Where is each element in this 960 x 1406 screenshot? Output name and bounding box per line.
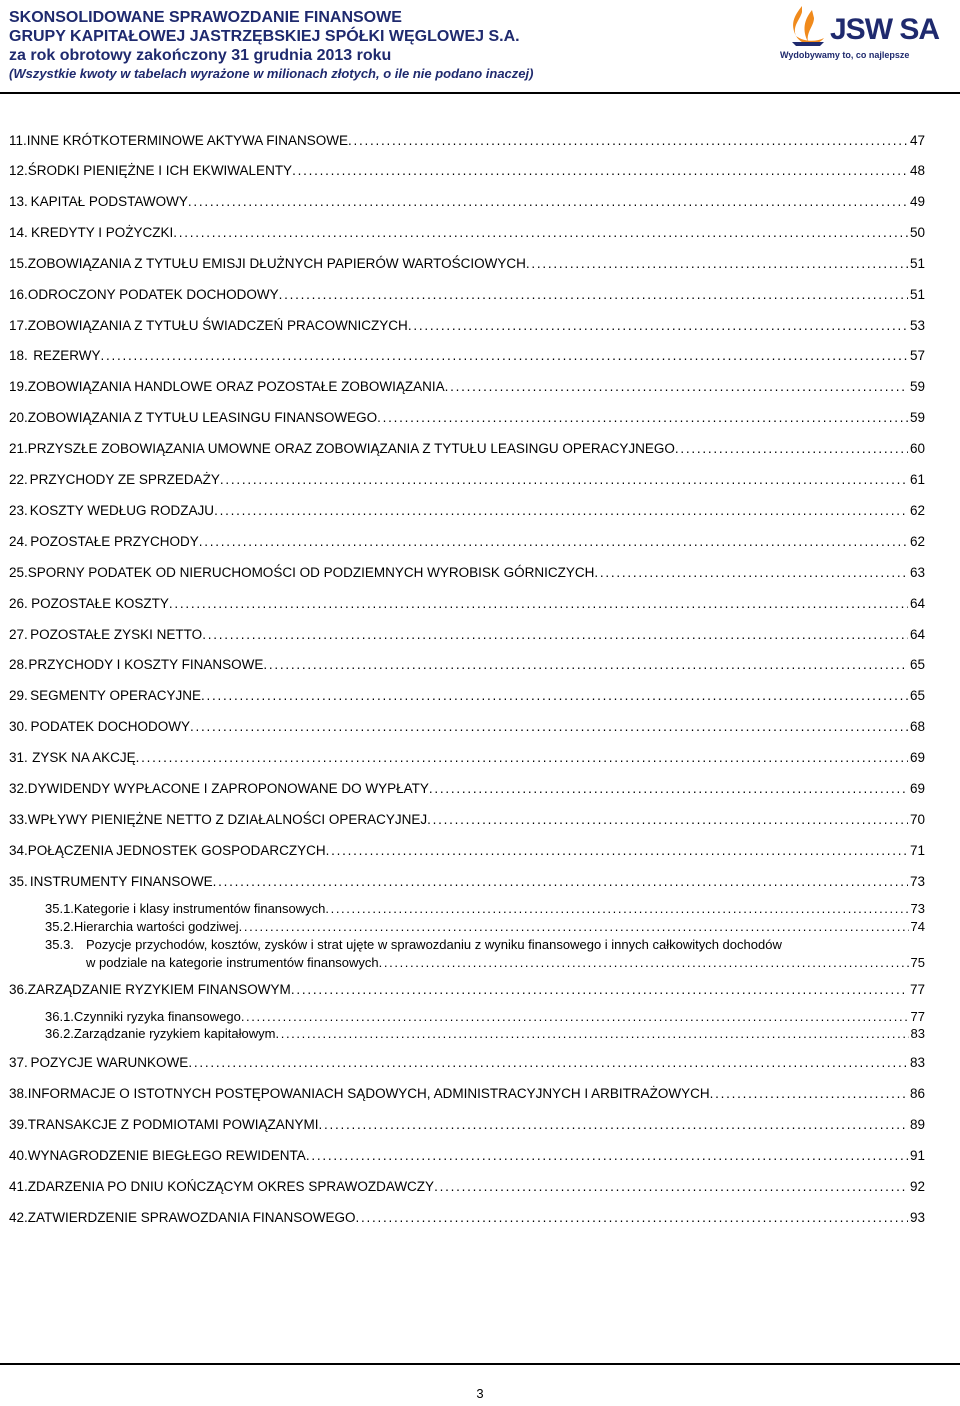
header-note: (Wszystkie kwoty w tabelach wyrażone w milionach złotych, o ile nie podano inaczej)	[9, 66, 534, 81]
toc-entry-page: 73	[910, 901, 925, 916]
toc-entry[interactable]	[9, 534, 925, 550]
toc-entry[interactable]	[45, 919, 925, 935]
toc-entry[interactable]	[9, 163, 925, 179]
toc-entry-title: ZOBOWIĄZANIA Z TYTUŁU EMISJI DŁUŻNYCH PAPIERÓW WARTOŚCIOWYCH	[27, 256, 526, 271]
toc-leader-dots	[292, 163, 908, 179]
toc-entry[interactable]	[9, 812, 925, 828]
toc-entry[interactable]	[9, 843, 925, 859]
toc-entry-page: 60	[909, 441, 925, 456]
toc-entry[interactable]	[9, 348, 925, 364]
jsw-logo-text: JSW SA	[830, 13, 940, 46]
toc-entry-number: 36.1.	[45, 1009, 74, 1024]
toc-entry-page: 75	[910, 955, 925, 970]
toc-entry-page: 59	[909, 379, 925, 394]
toc-entry-number: 34.	[9, 843, 28, 858]
toc-entry-page: 64	[909, 596, 925, 611]
toc-entry-page: 69	[909, 781, 925, 796]
toc-entry-title: SPORNY PODATEK OD NIERUCHOMOŚCI OD PODZIEMNYCH WYROBISK GÓRNICZYCH	[27, 565, 595, 580]
toc-leader-dots	[173, 225, 908, 241]
toc-entry-page: 77	[910, 1009, 925, 1024]
toc-entry-number: 20.	[9, 410, 28, 425]
toc-entry-number: 42.	[9, 1210, 28, 1225]
toc-entry-number: 35.1.	[45, 901, 74, 916]
toc-entry[interactable]	[9, 596, 925, 612]
toc-entry[interactable]	[45, 937, 925, 953]
toc-entry-title: KREDYTY I POŻYCZKI	[31, 225, 174, 240]
toc-entry[interactable]	[9, 256, 925, 272]
toc-leader-dots	[241, 1009, 909, 1025]
toc-entry-title: KAPITAŁ PODSTAWOWY	[30, 194, 188, 209]
toc-entry-title: ZYSK NA AKCJĘ	[32, 750, 136, 765]
toc-entry-title: TRANSAKCJE Z PODMIOTAMI POWIĄZANYMI	[27, 1117, 319, 1132]
toc-leader-dots	[325, 901, 908, 917]
toc-entry[interactable]	[9, 410, 925, 426]
toc-entry-number: 26.	[9, 596, 28, 611]
document-header	[9, 8, 649, 82]
toc-entry-page: 92	[909, 1179, 925, 1194]
toc-entry-number: 33.	[9, 812, 28, 827]
toc-entry-page: 61	[909, 472, 925, 487]
toc-entry[interactable]	[9, 688, 925, 704]
toc-leader-dots	[408, 318, 908, 334]
toc-entry-title: REZERWY	[33, 348, 101, 363]
toc-entry-title: WPŁYWY PIENIĘŻNE NETTO Z DZIAŁALNOŚCI OPERACYJNEJ	[27, 812, 428, 827]
toc-entry-number: 13.	[9, 194, 28, 209]
toc-entry-page: 59	[909, 410, 925, 425]
toc-entry[interactable]	[9, 318, 925, 334]
toc-entry-number: 21.	[9, 441, 28, 456]
toc-entry-title: WYNAGRODZENIE BIEGŁEGO REWIDENTA	[27, 1148, 306, 1163]
toc-leader-dots	[356, 1210, 908, 1226]
toc-entry-title: POZOSTAŁE ZYSKI NETTO	[30, 627, 203, 642]
toc-entry-number: 37.	[9, 1055, 28, 1070]
toc-entry-page: 64	[909, 627, 925, 642]
toc-leader-dots	[279, 287, 908, 303]
toc-entry-title: Pozycje przychodów, kosztów, zysków i strat ujęte w sprawozdaniu z wyniku finansowego i innych całkowitych dochodów	[86, 937, 782, 952]
toc-entry[interactable]	[9, 1086, 925, 1102]
toc-entry-number: 24.	[9, 534, 28, 549]
toc-entry-number: 41.	[9, 1179, 28, 1194]
toc-entry-title: Zarządzanie ryzykiem kapitałowym	[73, 1026, 276, 1041]
toc-entry-page: 51	[909, 256, 925, 271]
toc-leader-dots	[710, 1086, 908, 1102]
toc-entry-title: POZOSTAŁE KOSZTY	[31, 596, 169, 611]
toc-entry-page: 53	[909, 318, 925, 333]
toc-entry-page: 93	[909, 1210, 925, 1225]
toc-entry-title: ZOBOWIĄZANIA Z TYTUŁU ŚWIADCZEŃ PRACOWNICZYCH	[27, 318, 408, 333]
toc-entry-title: POZOSTAŁE PRZYCHODY	[30, 534, 199, 549]
toc-entry[interactable]	[9, 472, 925, 488]
toc-leader-dots	[377, 410, 908, 426]
toc-leader-dots	[202, 627, 908, 643]
toc-entry-page: 51	[909, 287, 925, 302]
toc-entry-number: 14.	[9, 225, 28, 240]
toc-entry[interactable]	[9, 503, 925, 519]
toc-entry-number: 27.	[9, 627, 28, 642]
toc-entry-title-continuation: w podziale na kategorie instrumentów finansowych	[86, 955, 379, 970]
toc-entry-title: DYWIDENDY WYPŁACONE I ZAPROPONOWANE DO WYPŁATY	[27, 781, 429, 796]
toc-entry[interactable]	[9, 565, 925, 581]
toc-entry-title: ZATWIERDZENIE SPRAWOZDANIA FINANSOWEGO	[27, 1210, 356, 1225]
toc-entry-page: 62	[909, 534, 925, 549]
toc-leader-dots	[445, 379, 908, 395]
toc-leader-dots	[214, 503, 908, 519]
toc-entry[interactable]	[45, 1009, 925, 1025]
toc-entry-page: 70	[909, 812, 925, 827]
toc-entry-title: ZOBOWIĄZANIA HANDLOWE ORAZ POZOSTAŁE ZOBOWIĄZANIA	[27, 379, 445, 394]
toc-entry-number: 25.	[9, 565, 28, 580]
toc-entry[interactable]	[9, 781, 925, 797]
toc-entry-number: 30.	[9, 719, 28, 734]
toc-entry-page: 77	[909, 982, 925, 997]
toc-entry-number: 17.	[9, 318, 28, 333]
toc-entry[interactable]	[9, 379, 925, 395]
toc-entry-page: 69	[909, 750, 925, 765]
toc-entry-number: 39.	[9, 1117, 28, 1132]
toc-leader-dots	[199, 534, 908, 550]
toc-entry-page: 68	[909, 719, 925, 734]
toc-entry-number: 16.	[9, 287, 28, 302]
toc-entry[interactable]	[9, 133, 925, 149]
toc-entry-title: ZDARZENIA PO DNIU KOŃCZĄCYM OKRES SPRAWOZDAWCZY	[27, 1179, 435, 1194]
toc-entry-title: SEGMENTY OPERACYJNE	[30, 688, 201, 703]
toc-entry[interactable]	[9, 982, 925, 998]
toc-leader-dots	[213, 874, 908, 890]
toc-entry-number: 29.	[9, 688, 28, 703]
toc-leader-dots	[427, 812, 908, 828]
toc-entry-title: PODATEK DOCHODOWY	[30, 719, 191, 734]
toc-entry-title: POŁĄCZENIA JEDNOSTEK GOSPODARCZYCH	[27, 843, 326, 858]
toc-leader-dots	[348, 133, 908, 149]
toc-entry-number: 31.	[9, 750, 28, 765]
toc-leader-dots	[169, 596, 908, 612]
toc-leader-dots	[276, 1026, 909, 1042]
toc-leader-dots	[594, 565, 908, 581]
toc-entry[interactable]	[9, 441, 925, 457]
toc-entry[interactable]	[9, 225, 925, 241]
toc-entry-number: 11.	[9, 133, 27, 148]
header-divider	[0, 92, 960, 94]
toc-leader-dots	[188, 1055, 908, 1071]
toc-entry-page: 48	[909, 163, 925, 178]
toc-entry-number: 36.2.	[45, 1026, 74, 1041]
toc-entry-number: 22.	[9, 472, 28, 487]
toc-leader-dots	[291, 982, 908, 998]
toc-entry[interactable]	[9, 1117, 925, 1133]
header-title-line1: SKONSOLIDOWANE SPRAWOZDANIE FINANSOWE	[9, 9, 402, 26]
toc-leader-dots	[188, 194, 908, 210]
toc-entry-title: Hierarchia wartości godziwej	[73, 919, 239, 934]
toc-entry-page: 73	[909, 874, 925, 889]
toc-leader-dots	[434, 1179, 908, 1195]
toc-entry-page: 83	[909, 1055, 925, 1070]
toc-entry-title: INNE KRÓTKOTERMINOWE AKTYWA FINANSOWE	[26, 133, 349, 148]
toc-entry-page: 71	[909, 843, 925, 858]
toc-entry-title: ODROCZONY PODATEK DOCHODOWY	[27, 287, 279, 302]
jsw-logo-slogan: Wydobywamy to, co najlepsze	[780, 50, 910, 60]
toc-entry-number: 15.	[9, 256, 28, 271]
footer-divider	[0, 1363, 960, 1365]
toc-entry-page: 89	[909, 1117, 925, 1132]
toc-entry-number: 36.	[9, 982, 28, 997]
toc-entry-page: 65	[909, 657, 925, 672]
header-title-line3: za rok obrotowy zakończony 31 grudnia 2013 roku	[9, 47, 392, 64]
toc-entry-title: PRZYCHODY ZE SPRZEDAŻY	[29, 472, 220, 487]
toc-entry-number: 38.	[9, 1086, 28, 1101]
toc-leader-dots	[220, 472, 908, 488]
toc-entry-number: 35.	[9, 874, 28, 889]
toc-entry[interactable]	[9, 719, 925, 735]
toc-entry-title: Czynniki ryzyka finansowego	[73, 1009, 241, 1024]
toc-entry-page: 91	[909, 1148, 925, 1163]
toc-entry-title: Kategorie i klasy instrumentów finansowych	[73, 901, 326, 916]
toc-leader-dots	[190, 719, 908, 735]
toc-entry-page: 86	[909, 1086, 925, 1101]
toc-entry[interactable]	[9, 194, 925, 210]
toc-entry[interactable]	[9, 750, 925, 766]
toc-entry[interactable]	[45, 1026, 925, 1042]
toc-leader-dots	[675, 441, 908, 457]
toc-entry-number: 35.3.	[45, 937, 74, 952]
toc-entry-title: ZARZĄDZANIE RYZYKIEM FINANSOWYM	[27, 982, 291, 997]
toc-leader-dots	[379, 955, 909, 971]
toc-leader-dots	[319, 1117, 908, 1133]
toc-entry-continuation[interactable]	[86, 955, 925, 971]
toc-leader-dots	[136, 750, 908, 766]
toc-entry-title: POZYCJE WARUNKOWE	[30, 1055, 189, 1070]
toc-entry[interactable]	[9, 287, 925, 303]
toc-entry[interactable]	[9, 874, 925, 890]
page-number: 3	[476, 1386, 484, 1401]
toc-entry-number: 19.	[9, 379, 28, 394]
toc-entry-title: INSTRUMENTY FINANSOWE	[29, 874, 213, 889]
toc-entry[interactable]	[9, 627, 925, 643]
toc-entry[interactable]	[9, 1055, 925, 1071]
toc-entry-page: 62	[909, 503, 925, 518]
toc-entry-number: 40.	[9, 1148, 28, 1163]
toc-entry-title: PRZYSZŁE ZOBOWIĄZANIA UMOWNE ORAZ ZOBOWIĄZANIA Z TYTUŁU LEASINGU OPERACYJNEGO	[27, 441, 675, 456]
toc-leader-dots	[429, 781, 908, 797]
toc-entry-page: 50	[909, 225, 925, 240]
toc-entry[interactable]	[9, 1179, 925, 1195]
toc-entry-number: 18.	[9, 348, 28, 363]
toc-entry-number: 35.2.	[45, 919, 74, 934]
toc-entry-page: 83	[910, 1026, 925, 1041]
toc-entry-number: 12.	[9, 163, 28, 178]
toc-entry[interactable]	[9, 657, 925, 673]
toc-leader-dots	[526, 256, 908, 272]
toc-entry-title: ZOBOWIĄZANIA Z TYTUŁU LEASINGU FINANSOWEGO	[27, 410, 378, 425]
toc-entry-title: INFORMACJE O ISTOTNYCH POSTĘPOWANIACH SĄDOWYCH, ADMINISTRACYJNYCH I ARBITRAŻOWYCH	[27, 1086, 710, 1101]
toc-entry[interactable]	[45, 901, 925, 917]
toc-entry-title: ŚRODKI PIENIĘŻNE I ICH EKWIWALENTY	[27, 163, 293, 178]
toc-entry-title: PRZYCHODY I KOSZTY FINANSOWE	[28, 657, 264, 672]
toc-leader-dots	[263, 657, 908, 673]
toc-leader-dots	[326, 843, 908, 859]
toc-entry[interactable]	[9, 1148, 925, 1164]
toc-leader-dots	[100, 348, 908, 364]
header-title-line2: GRUPY KAPITAŁOWEJ JASTRZĘBSKIEJ SPÓŁKI WĘGLOWEJ S.A.	[9, 28, 520, 45]
toc-entry[interactable]	[9, 1210, 925, 1226]
toc-entry-number: 28.	[9, 657, 28, 672]
toc-entry-page: 49	[909, 194, 925, 209]
toc-entry-page: 63	[909, 565, 925, 580]
toc-entry-page: 65	[909, 688, 925, 703]
jsw-flame-icon	[782, 2, 832, 52]
toc-entry-title: KOSZTY WEDŁUG RODZAJU	[29, 503, 215, 518]
toc-entry-number: 32.	[9, 781, 28, 796]
jsw-logo	[778, 0, 958, 70]
toc-entry-number: 23.	[9, 503, 28, 518]
toc-leader-dots	[201, 688, 908, 704]
toc-entry-page: 47	[909, 133, 925, 148]
toc-leader-dots	[239, 919, 909, 935]
toc-entry-page: 57	[909, 348, 925, 363]
toc-entry-page: 74	[910, 919, 925, 934]
toc-leader-dots	[306, 1148, 908, 1164]
